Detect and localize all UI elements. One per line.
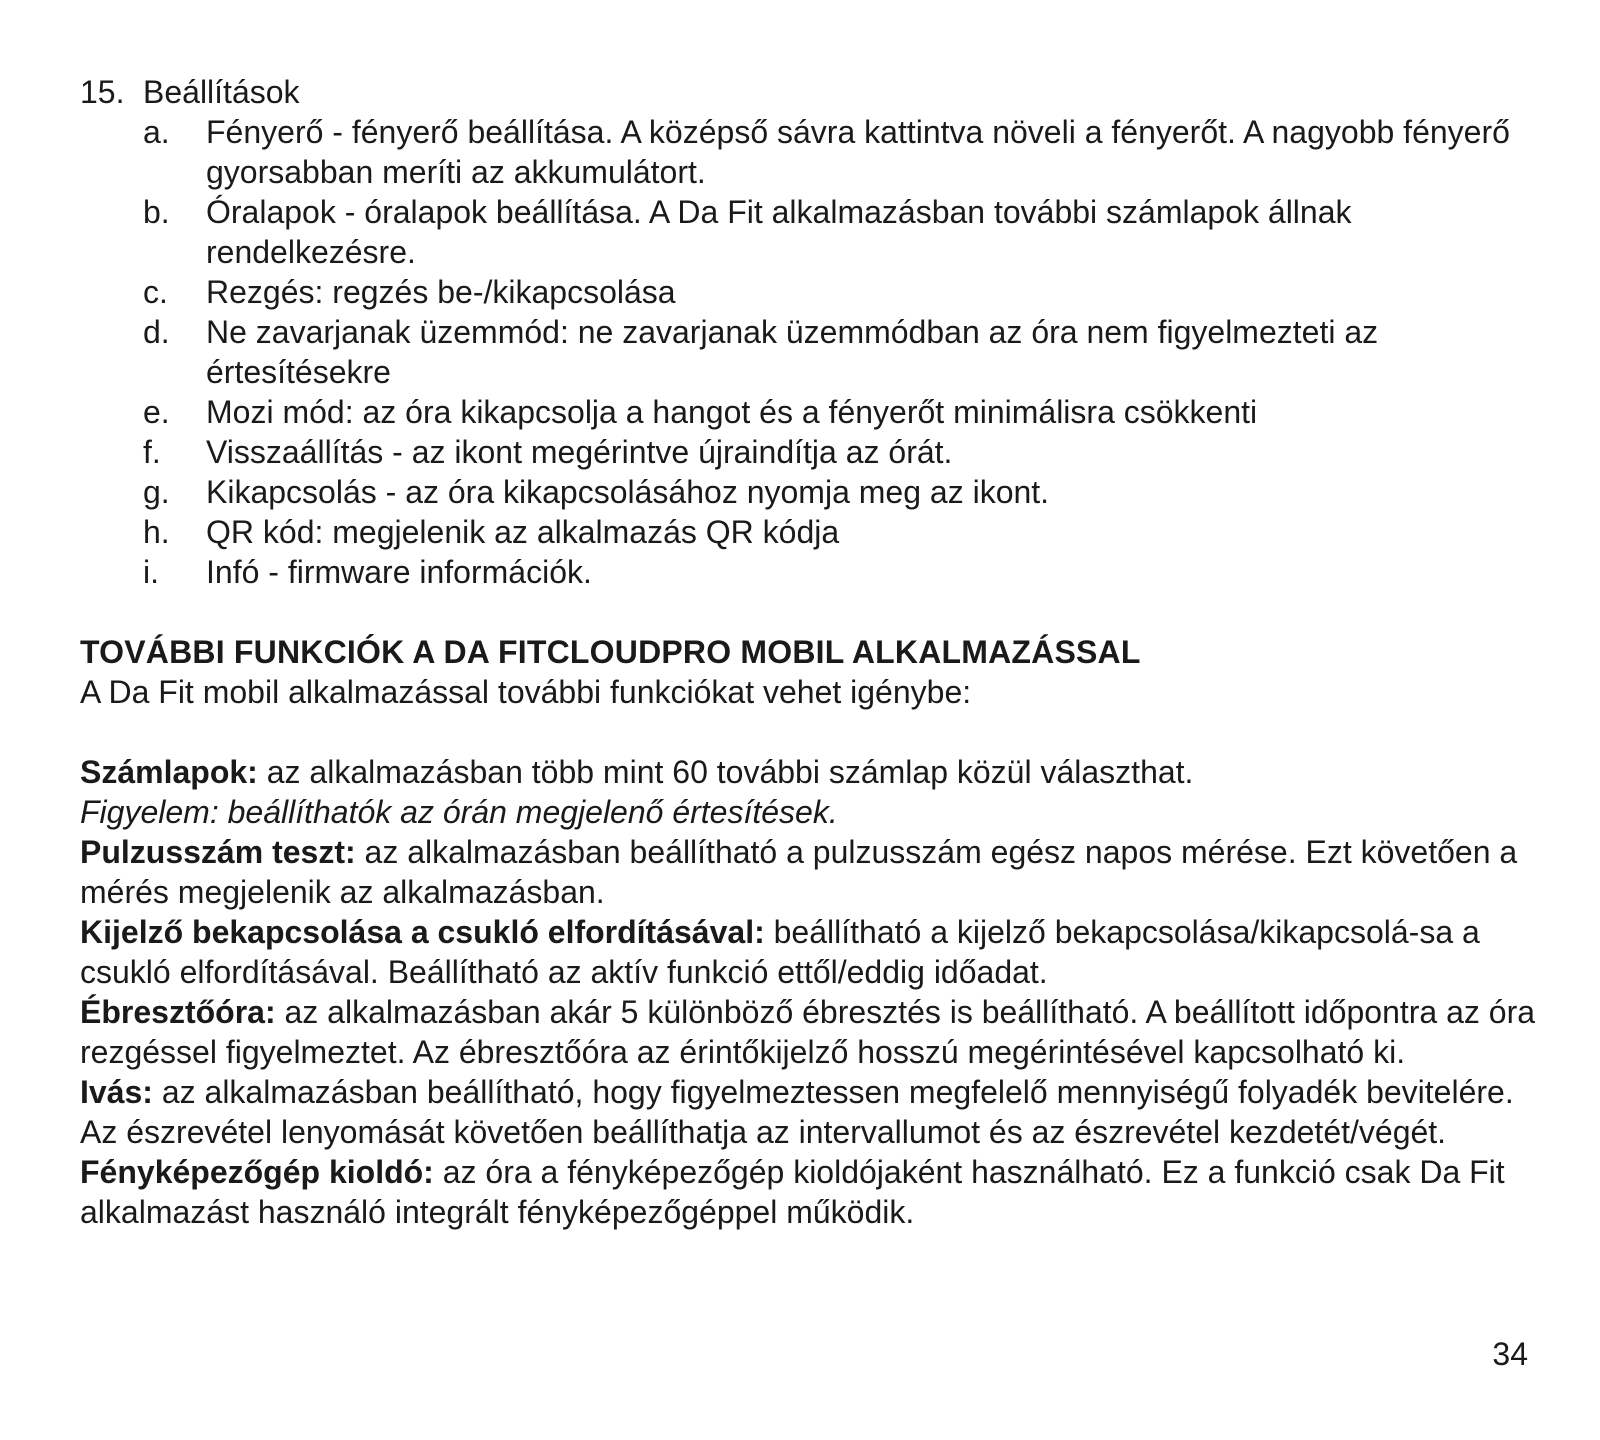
list-item	[80, 312, 1540, 392]
list-item-text: Rezgés: regzés be-/kikapcsolása	[206, 274, 676, 310]
list-item-letter: a.	[143, 114, 170, 150]
page-number: 34	[1492, 1336, 1528, 1372]
list-item	[80, 192, 1540, 272]
settings-title: Beállítások	[143, 74, 300, 110]
list-item-letter: f.	[143, 434, 161, 470]
list-item-text: Kikapcsolás - az óra kikapcsolásához nyomja meg az ikont.	[206, 474, 1050, 510]
list-item-text: Infó - firmware információk.	[206, 554, 592, 590]
feature-text: az alkalmazásban több mint 60 további számlap közül választhat.	[257, 754, 1194, 790]
list-item-letter: g.	[143, 474, 170, 510]
list-item-letter: b.	[143, 194, 170, 230]
feature-heartrate	[80, 832, 1540, 912]
settings-heading	[80, 72, 1540, 112]
list-item-letter: c.	[143, 274, 168, 310]
feature-camera-shutter	[80, 1152, 1540, 1232]
list-item	[80, 112, 1540, 192]
feature-label: Ivás:	[80, 1074, 153, 1110]
list-item-letter: d.	[143, 314, 170, 350]
settings-number: 15.	[80, 74, 125, 110]
feature-wrist-display	[80, 912, 1540, 992]
list-item	[80, 432, 1540, 472]
feature-label: Kijelző bekapcsolása a csukló elfordításával:	[80, 914, 765, 950]
feature-label: Pulzusszám teszt:	[80, 834, 356, 870]
feature-text: az alkalmazásban beállítható, hogy figyelmeztessen megfelelő mennyiségű folyadék bevitelére. Az észrevétel lenyomását követően beállíthatja az intervallumot és az észrevétel kezdetét/végét.	[80, 1074, 1514, 1150]
list-item	[80, 512, 1540, 552]
feature-text: az alkalmazásban beállítható a pulzusszám egész napos mérése. Ezt követően a mérés megjelenik az alkalmazásban.	[80, 834, 1518, 910]
feature-text: beállítható a kijelző bekapcsolása/kikapcsolá-sa a csukló elfordításával. Beállítható az aktív funkció ettől/eddig időadat.	[80, 914, 1480, 990]
section-title: TOVÁBBI FUNKCIÓK A DA FITCLOUDPRO MOBIL ALKALMAZÁSSAL	[80, 634, 1141, 670]
list-item-text: Óralapok - óralapok beállítása. A Da Fit alkalmazásban további számlapok állnak rendelkezésre.	[206, 194, 1352, 270]
feature-drinking	[80, 1072, 1540, 1152]
feature-alarm	[80, 992, 1540, 1072]
list-item	[80, 472, 1540, 512]
feature-text: az alkalmazásban akár 5 különböző ébresztés is beállítható. A beállított időpontra az óra rezgéssel figyelmeztet. Az ébresztőóra az érintőkijelző hosszú megérintésével kapcsolható ki.	[80, 994, 1536, 1070]
settings-list	[80, 112, 1540, 592]
feature-label: Ébresztőóra:	[80, 994, 276, 1030]
list-item-letter: e.	[143, 394, 170, 430]
feature-watchfaces	[80, 752, 1540, 792]
list-item-text: Mozi mód: az óra kikapcsolja a hangot és a fényerőt minimálisra csökkenti	[206, 394, 1258, 430]
list-item	[80, 272, 1540, 312]
document-page	[80, 72, 1540, 1232]
section-intro: A Da Fit mobil alkalmazással további funkciókat vehet igénybe:	[80, 674, 972, 710]
list-item-text: Ne zavarjanak üzemmód: ne zavarjanak üzemmódban az óra nem figyelmezteti az értesítésekre	[206, 314, 1379, 390]
list-item	[80, 552, 1540, 592]
list-item-text: Fényerő - fényerő beállítása. A középső sávra kattintva növeli a fényerőt. A nagyobb fényerő gyorsabban meríti az akkumulátort.	[206, 114, 1510, 190]
list-item-letter: i.	[143, 554, 159, 590]
list-item-text: Visszaállítás - az ikont megérintve újraindítja az órát.	[206, 434, 953, 470]
list-item-text: QR kód: megjelenik az alkalmazás QR kódja	[206, 514, 840, 550]
list-item-letter: h.	[143, 514, 170, 550]
feature-text: az óra a fényképezőgép kioldójaként használható. Ez a funkció csak Da Fit alkalmazást használó integrált fényképezőgéppel működik.	[80, 1154, 1505, 1230]
feature-label: Fényképezőgép kioldó:	[80, 1154, 434, 1190]
feature-label: Számlapok:	[80, 754, 258, 790]
list-item	[80, 392, 1540, 432]
notifications-note: Figyelem: beállíthatók az órán megjelenő értesítések.	[80, 794, 838, 830]
